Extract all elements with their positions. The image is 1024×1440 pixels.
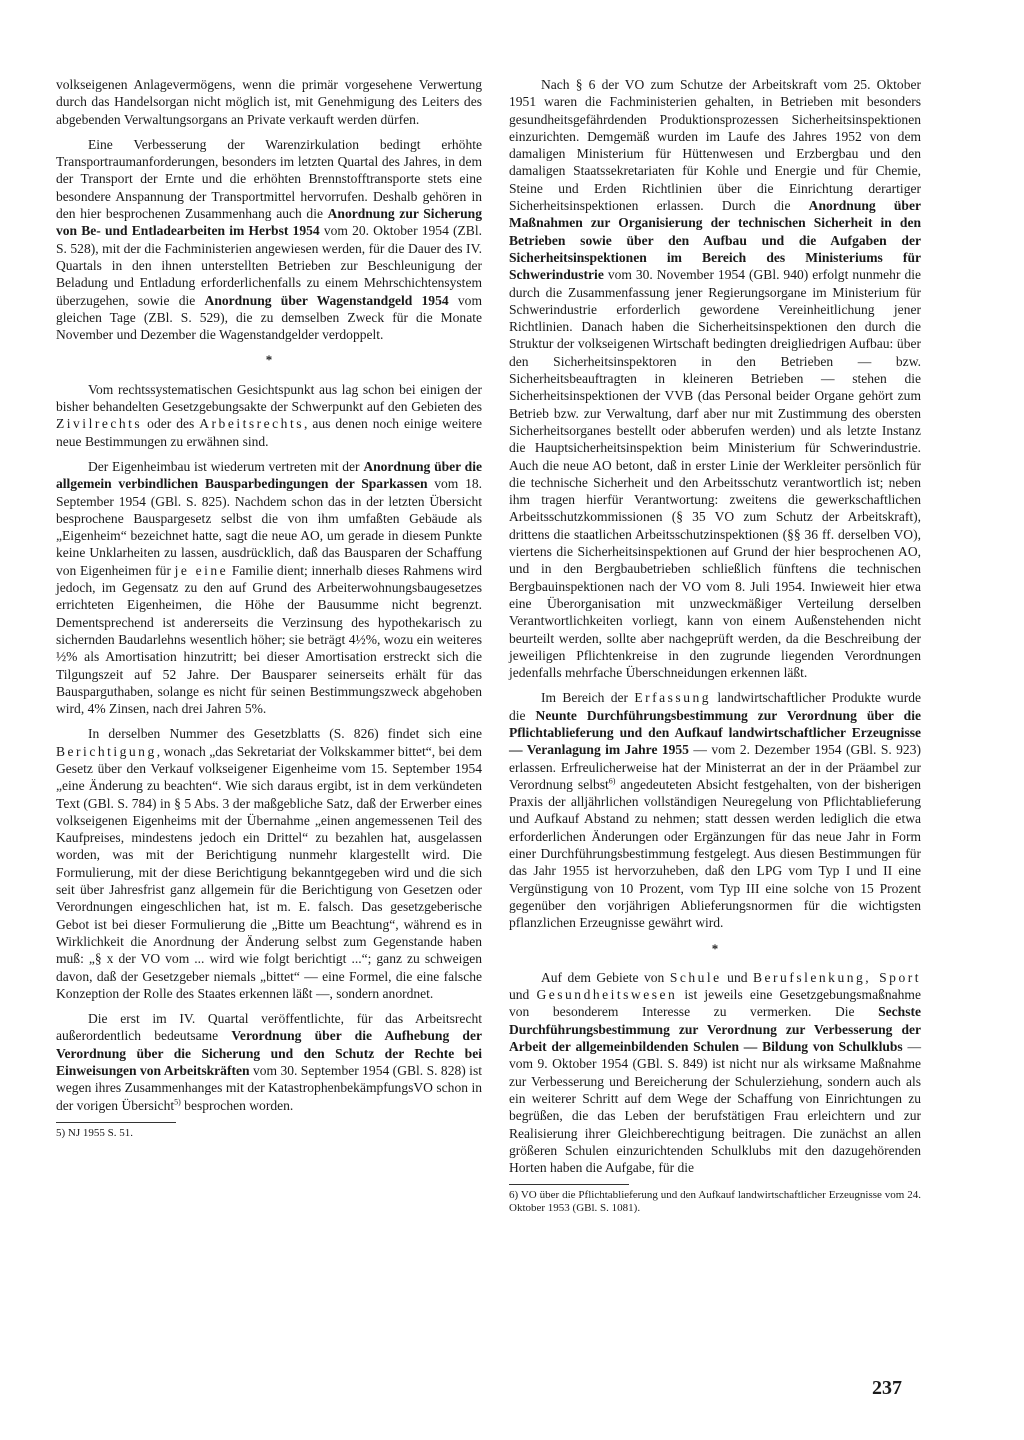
spaced-term: Berufslenkung, Sport	[753, 969, 921, 985]
right-column	[509, 76, 921, 1223]
spaced-term: Erfassung	[634, 690, 712, 706]
footnote: 5) NJ 1955 S. 51.	[56, 1126, 134, 1139]
bold-title: Anordnung zur Sicherung von Be- und Entladearbeiten im Herbst 1954	[56, 206, 482, 239]
paragraph: Der Eigenheimbau ist wiederum vertreten mit der Anordnung über die allgemein verbindlichen Bausparbedingungen der Sparkassen vom 18. September 1954 (GBl. S. 825). Nachdem schon das in der letzten Übersicht besprochene Bauspargesetz selbst die von ihm umfaßten Gebäude als „Eigenheim“ bezeichnet hatte, sagt die neue AO, um gerade in diesem Punkte keine Unklarheiten zu lassen, ausdrücklich, daß das Bausparen der Schaffung von Eigenheimen für je eine Familie dient; innerhalb dieses Rahmens wird jedoch, im Gegensatz zu den auf Grund des Arbeiterwohnungsbaugesetzes errichteten Eigenheimen, die Höhe der Bausumme nicht begrenzt. Dementsprechend ist andererseits die Verzinsung des hypothekarisch zu sichernden Baudarlehns wesentlich höher; sie beträgt 4½%, wozu ein weiteres ½% als Amortisation hinzutritt; bei dieser Amortisation erstreckt sich die Tilgungszeit auf 52 Jahre. Der Bausparer seinerseits erhält für das Bausparguthaben, solange es nicht für seinen Bestimmungszweck abgehoben wird, 4% Zinsen, nach drei Jahren 5%.	[56, 458, 483, 717]
paragraph: Eine Verbesserung der Warenzirkulation bedingt erhöhte Transportraumanforderungen, besonders im letzten Quartal des Jahres, in dem der Transport der Ernte und die erhöhten Brennstofftransporte stets eine besondere Anspannung der Transportmittel hervorrufen. Deshalb gehören in den hier besprochenen Zusammenhang auch die Anordnung zur Sicherung von Be- und Entladearbeiten im Herbst 1954 vom 20. Oktober 1954 (ZBl. S. 528), mit der die Fachministerien angewiesen werden, für die Dauer des IV. Quartals in den ihnen unterstellten Betrieben zur Beschleunigung der Beladung und Entladung erforderlichenfalls zu einem Mehrschichtensystem überzugehen, sowie die Anordnung über Wagenstandgeld 1954 vom gleichen Tage (ZBl. S. 529), die zu demselben Zweck für die Monate November und Dezember die Wagenstandgelder verdoppelt.	[56, 136, 482, 343]
page-number: 237	[872, 1377, 902, 1399]
footnote-marker: 6)	[608, 776, 616, 786]
spaced-term: Arbeitsrechts	[199, 416, 304, 432]
paragraph: volkseigenen Anlagevermögens, wenn die primär vorgesehene Verwertung durch das Handelsorgan nicht möglich ist, mit Genehmigung des Leiters des abgebenden Verwaltungsorgans an Private verkauft werden dürfen.	[56, 77, 482, 127]
paragraph: Auf dem Gebiete von Schule und Berufslenkung, Sport und Gesundheitswesen ist jeweils eine Gesetzgebungsmaßnahme von besonderem Interesse zu vermerken. Die Sechste Durchführungsbestimmung zur Verordnung zur Verbesserung der Arbeit der allgemeinbildenden Schulen — Bildung von Schulklubs — vom 9. Oktober 1954 (GBl. S. 849) ist nicht nur als wirksame Maßnahme zur Verbesserung und Bereicherung der Schulerziehung, sondern auch als ein weiterer Schritt auf dem Wege der Schaffung von Einrichtungen zu begrüßen, die das Leben der berufstätigen Frau erleichtern und zur Realisierung ihrer Gleichberechtigung beitragen. Die zunächst an allen größeren Schulen einzurichtenden Schulklubs mit den dazugehörenden Horten haben die Aufgabe, für die	[509, 969, 921, 1176]
footnote: 6) VO über die Pflichtablieferung und den Aufkauf landwirtschaftlicher Erzeugnisse vom 24. Oktober 1953 (GBl. S. 1081).	[509, 1189, 921, 1215]
paragraph: Die erst im IV. Quartal veröffentlichte, für das Arbeitsrecht außerordentlich bedeutsame Verordnung über die Aufhebung der Verordnung über die Sicherung und den Schutz der Rechte bei Einweisungen von Arbeitskräften vom 30. September 1954 (GBl. S. 828) ist wegen ihres Zusammenhanges mit der KatastrophenbekämpfungsVO schon in der vorigen Übersicht$^{5)}$ besprochen worden.	[56, 1011, 482, 1113]
bold-title: Anordnung über Maßnahmen zur Organisierung der technischen Sicherheit in den Betrieben sowie über den Aufbau und die Aufgaben der Sicherheitsinspektionen im Bereich des Ministeriums für Schwerindustrie	[509, 198, 921, 283]
bold-title: Anordnung über Wagenstandgeld 1954	[204, 292, 449, 308]
left-column	[56, 76, 482, 1148]
spaced-term: Schule	[669, 969, 722, 985]
paragraph: Im Bereich der Erfassung landwirtschaftlicher Produkte wurde die Neunte Durchführungsbestimmung zur Verordnung über die Pflichtablieferung und den Aufkauf landwirtschaftlicher Erzeugnisse — Veranlagung im Jahre 1955 — vom 2. Dezember 1954 (GBl. S. 923) erlassen. Erfreulicherweise hat der Ministerrat an der in der Präambel zur Verordnung selbst$^{6)}$ angedeuteten Absicht festgehalten, von der bisherigen Praxis der alljährlichen vollständigen Neuregelung von Pflichtablieferung und Aufkauf Abstand zu nehmen; statt dessen werden lediglich die etwa erforderlichen Änderungen oder Ergänzungen für das neue Jahr in Form einer Durchführungsbestimmung festgelegt. Aus diesen Bestimmungen für das Jahr 1955 ist hervorzuheben, daß den LPG vom Typ I und II eine Vergünstigung von 10 Prozent, vom Typ III eine solche von 15 Prozent gegenüber den vorjährigen Ablieferungsnormen für die wichtigsten pflanzlichen Erzeugnisse gewährt wird.	[509, 690, 922, 931]
paragraph: Vom rechtssystematischen Gesichtspunkt aus lag schon bei einigen der bisher behandelten Gesetzgebungsakte der Schwerpunkt auf den Gebieten des Zivilrechts oder des Arbeitsrechts, aus denen noch einige weitere neue Bestimmungen zu erwähnen sind.	[56, 381, 482, 449]
footnote-divider	[56, 1122, 176, 1123]
spaced-term: je eine	[174, 562, 229, 578]
spaced-term: Zivilrechts	[56, 416, 143, 432]
bold-title: Anordnung über die allgemein verbindlichen Bausparbedingungen der Sparkassen	[56, 458, 482, 492]
bold-title: Verordnung über die Aufhebung der Verordnung über die Sicherung und den Schutz der Rechte bei Einweisungen von Arbeitskräften	[56, 1028, 482, 1079]
paragraph: Nach § 6 der VO zum Schutze der Arbeitskraft vom 25. Oktober 1951 waren die Fachministerien gehalten, in Betrieben mit besonders gesundheitsgefährdenden Produktionsprozessen Sicherheitsinspektionen einzurichten. Demgemäß wurden im Laufe des Jahres 1952 von dem damaligen Ministerium für Hüttenwesen und Erzbergbau und den damaligen Staatssekretariaten für Kohle und Energie und für Chemie, Steine und Erden Richtlinien über die Einrichtung derartiger Sicherheitsinspektionen erlassen. Durch die Anordnung über Maßnahmen zur Organisierung der technischen Sicherheit in den Betrieben sowie über den Aufbau und die Aufgaben der Sicherheitsinspektionen im Bereich des Ministeriums für Schwerindustrie vom 30. November 1954 (GBl. 940) erfolgt nunmehr die durch die Zusammenfassung jener Regierungsorgane im Ministerium für Schwerindustrie erforderlich gewordene Vereinheitlichung jener Richtlinien. Danach haben die Sicherheitsinspektionen den durch die Struktur der volkseigenen Wirtschaft bedingten dreigliedrigen Aufbau: über den Sicherheitsinspektoren in den Betrieben — bzw. Sicherheitsbeauftragten in kleineren Betrieben — stehen die Sicherheitsinspektionen der VVB (das Personal beider Organe gehört zum Betrieb bzw. zur Verwaltung, darf aber nur mit Zustimmung des obersten Sicherheitsorganes bestellt oder abberufen werden) und als letzte Instanz die Hauptsicherheitsinspektion beim Ministerium für Schwerindustrie. Auch die neue AO betont, daß in erster Linie der Werkleiter persönlich für die technische Sicherheit und den Arbeitsschutz verantwortlich ist; neben ihm tragen hierfür Verantwortung: zweitens die gewerkschaftlichen Arbeitsschutzkommissionen (§ 35 VO zum Schutz der Arbeitskraft), drittens die staatlichen Arbeitsschutzinspektionen (§§ 36 ff. derselben VO), viertens die Sicherheitsinspektionen auf Grund der hier besprochenen AO, und in den Bergbaubetrieben schließlich fünftens die technischen Bergbauinspektionen nach der VO vom 8. Juli 1954. Inwieweit hier etwa eine Überorganisation mit unzweckmäßiger Verteilung derselben Verantwortlichkeiten vorliegt, kann von einem Außenstehenden nicht beurteilt werden, sollte aber nachgeprüft werden, da die Beschreibung der jeweiligen Pflichtenkreise in den zugrunde liegenden Verordnungen jedenfalls mehrfache Überschneidungen erkennen läßt.	[509, 77, 921, 681]
section-separator: *	[711, 940, 719, 956]
footnote-divider	[509, 1184, 629, 1185]
bold-title: Sechste Durchführungsbestimmung zur Verordnung zur Verbesserung der Arbeit der allgemeinbildenden Schulen — Bildung von Schulklubs	[509, 1004, 921, 1055]
footnote-marker: 5)	[174, 1097, 181, 1107]
paragraph: In derselben Nummer des Gesetzblatts (S. 826) findet sich eine Berichtigung, wonach „das Sekretariat der Volkskammer bittet“, bei dem Gesetz über den Verkauf volkseigener Eigenheime vom 15. September 1954 „eine Änderung zu beachten“. Wie sich daraus ergibt, ist in dem verkündeten Text (GBl. S. 784) in § 5 Abs. 3 der maßgebliche Satz, daß der Erwerber eines volkseigenen Eigenheims mit der Übernahme „einen angemessenen Teil des Kaufpreises, mindestens jedoch ein Drittel“ zu bezahlen hat, ausgelassen worden, was mit der Berichtigung nunmehr klargestellt wird. Die Formulierung, mit der diese Berichtigung bekanntgegeben wird und die sich seit über Jahresfrist ganz allgemein für die Berichtigung von Gesetzen oder Verordnungen eingeschlichen hat, ist m. E. falsch. Das gesetzgeberische Gebot ist bei dieser Formulierung die „Bitte um Beachtung“, während es in Wirklichkeit die Anordnung der Änderung selbst zum Gegenstande haben muß: „§ x der VO vom ... wird wie folgt berichtigt ...“; ganz zu schweigen davon, daß der Gesetzgeber niemals „bittet“ — eine Formel, die eine falsche Konzeption der Rolle des Staates erkennen läßt —, sondern anordnet.	[56, 726, 482, 1001]
section-separator: *	[265, 352, 273, 368]
spaced-term: Berichtigung	[56, 743, 157, 759]
spaced-term: Gesundheitswesen	[536, 987, 678, 1003]
bold-title: Neunte Durchführungsbestimmung zur Verordnung über die Pflichtablieferung und den Aufkauf landwirtschaftlicher Erzeugnisse — Veranlagung im Jahre 1955	[509, 707, 921, 758]
